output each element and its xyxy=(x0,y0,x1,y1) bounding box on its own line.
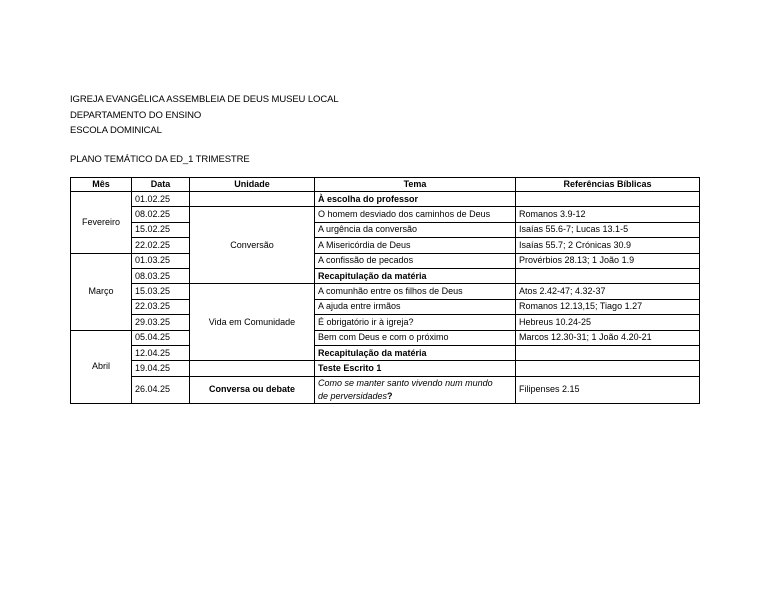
unit-cell-empty xyxy=(190,361,315,376)
date-cell: 05.04.25 xyxy=(132,330,190,345)
unit-cell-conversao: Conversão xyxy=(190,207,315,284)
table-row xyxy=(71,345,700,360)
date-cell: 19.04.25 xyxy=(132,361,190,376)
theme-cell: Recapitulação da matéria xyxy=(315,345,516,360)
reference-cell: Isaías 55.7; 2 Crónicas 30.9 xyxy=(516,238,700,253)
theme-cell xyxy=(315,376,516,403)
date-cell: 22.03.25 xyxy=(132,299,190,314)
reference-cell xyxy=(516,192,700,207)
table-row xyxy=(71,253,700,268)
col-header-data: Data xyxy=(132,178,190,192)
reference-cell xyxy=(516,361,700,376)
unit-cell-vida-em-comunidade: Vida em Comunidade xyxy=(190,284,315,361)
reference-cell: Marcos 12.30-31; 1 João 4.20-21 xyxy=(516,330,700,345)
date-cell: 08.02.25 xyxy=(132,207,190,222)
theme-cell: Teste Escrito 1 xyxy=(315,361,516,376)
theme-line-2: de perversidades xyxy=(318,390,388,401)
plan-table xyxy=(70,177,700,404)
reference-cell: Hebreus 10.24-25 xyxy=(516,315,700,330)
theme-cell: A ajuda entre irmãos xyxy=(315,299,516,314)
theme-cell: À escolha do professor xyxy=(315,192,516,207)
department-name: DEPARTAMENTO DO ENSINO xyxy=(70,109,202,121)
table-row xyxy=(71,299,700,314)
plan-title: PLANO TEMÁTICO DA ED_1 TRIMESTRE xyxy=(70,154,250,165)
table-row xyxy=(71,376,700,403)
col-header-referencias: Referências Bíblicas xyxy=(516,178,700,192)
col-header-tema: Tema xyxy=(315,178,516,192)
col-header-mes: Mês xyxy=(71,178,132,192)
reference-cell: Filipenses 2.15 xyxy=(516,376,700,403)
reference-cell xyxy=(516,345,700,360)
reference-cell xyxy=(516,268,700,283)
date-cell: 12.04.25 xyxy=(132,345,190,360)
theme-question-mark: ? xyxy=(387,390,393,401)
table-row xyxy=(71,330,700,345)
date-cell: 08.03.25 xyxy=(132,268,190,283)
date-cell: 15.02.25 xyxy=(132,222,190,237)
date-cell: 22.02.25 xyxy=(132,238,190,253)
theme-cell: A confissão de pecados xyxy=(315,253,516,268)
date-cell: 01.03.25 xyxy=(132,253,190,268)
unit-cell-conversa-ou-debate: Conversa ou debate xyxy=(190,376,315,403)
month-cell-marco: Março xyxy=(71,253,132,330)
theme-cell: A Misericórdia de Deus xyxy=(315,238,516,253)
table-row xyxy=(71,361,700,376)
theme-cell: Recapitulação da matéria xyxy=(315,268,516,283)
reference-cell: Provérbios 28.13; 1 João 1.9 xyxy=(516,253,700,268)
school-name: ESCOLA DOMINICAL xyxy=(70,125,162,136)
reference-cell: Romanos 12.13,15; Tiago 1.27 xyxy=(516,299,700,314)
reference-cell: Atos 2.42-47; 4.32-37 xyxy=(516,284,700,299)
document-header xyxy=(70,92,339,139)
theme-cell: A urgência da conversão xyxy=(315,222,516,237)
table-row xyxy=(71,192,700,207)
reference-cell: Isaías 55.6-7; Lucas 13.1-5 xyxy=(516,222,700,237)
date-cell: 15.03.25 xyxy=(132,284,190,299)
table-row xyxy=(71,238,700,253)
theme-cell: É obrigatório ir à igreja? xyxy=(315,315,516,330)
unit-cell-empty xyxy=(190,192,315,207)
month-cell-fevereiro: Fevereiro xyxy=(71,192,132,254)
table-row xyxy=(71,315,700,330)
table-row xyxy=(71,222,700,237)
date-cell: 29.03.25 xyxy=(132,315,190,330)
church-name: IGREJA EVANGÉLICA ASSEMBLEIA DE DEUS MUSEU LOCAL xyxy=(70,94,339,105)
theme-line-1: Como se manter santo vivendo num mundo xyxy=(318,377,493,388)
table-row xyxy=(71,207,700,222)
table-row xyxy=(71,268,700,283)
table-header-row xyxy=(71,178,700,192)
theme-cell: A comunhão entre os filhos de Deus xyxy=(315,284,516,299)
reference-cell: Romanos 3.9-12 xyxy=(516,207,700,222)
table-row xyxy=(71,284,700,299)
col-header-unidade: Unidade xyxy=(190,178,315,192)
date-cell: 26.04.25 xyxy=(132,376,190,403)
theme-cell: Bem com Deus e com o próximo xyxy=(315,330,516,345)
theme-cell: O homem desviado dos caminhos de Deus xyxy=(315,207,516,222)
date-cell: 01.02.25 xyxy=(132,192,190,207)
month-cell-abril: Abril xyxy=(71,330,132,403)
